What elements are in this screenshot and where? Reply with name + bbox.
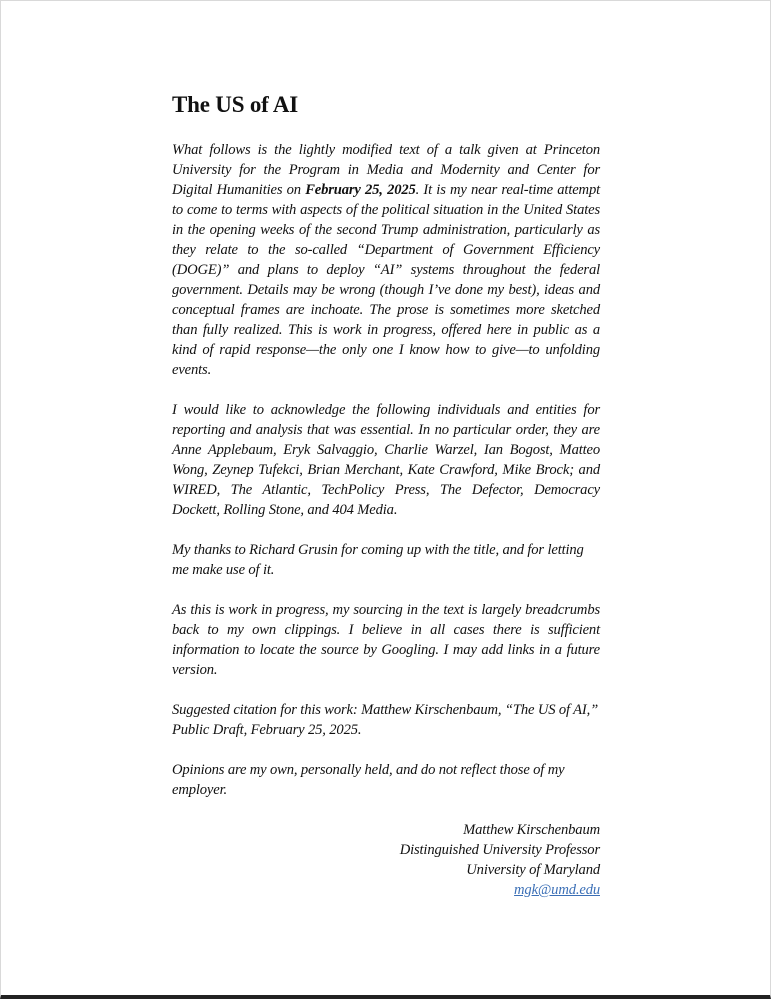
author-name: Matthew Kirschenbaum — [463, 822, 600, 838]
intro-text-start: What follows is the lightly modified text of a talk given at Princeton University for the Program in Media and Modernity and Center for Digital Humanities on — [172, 142, 600, 198]
sourcing-paragraph: As this is work in progress, my sourcing in the text is largely breadcrumbs back to my own clippings. I believe in all cases there is sufficient information to locate the source by Googling. I may add links in a future version. — [172, 602, 600, 678]
intro-text-end: . It is my near real-time attempt to come to terms with aspects of the political situation in the United States in the opening weeks of the second Trump administration, particularly as they relate to the so-called “Department of Government Efficiency (DOGE)” and plans to deploy “AI” systems throughout the federal government. Details may be wrong (though I’ve done my best), ideas and conceptual frames are inchoate. The prose is sometimes more sketched than fully realized. This is work in progress, offered here in public as a kind of rapid response—the only one I know how to give—to unfolding events. — [172, 182, 600, 378]
disclaimer-paragraph: Opinions are my own, personally held, and do not reflect those of my employer. — [172, 762, 565, 798]
thanks-paragraph: My thanks to Richard Grusin for coming up with the title, and for letting me make use of it. — [172, 542, 584, 578]
talk-date: February 25, 2025 — [305, 182, 416, 198]
document-body — [172, 91, 600, 900]
author-position: Distinguished University Professor — [399, 842, 600, 858]
intro-paragraph — [172, 140, 600, 380]
author-email-link[interactable]: mgk@umd.edu — [514, 882, 600, 898]
citation-paragraph: Suggested citation for this work: Matthew Kirschenbaum, “The US of AI,” Public Draft, February 25, 2025. — [172, 702, 599, 738]
signature-block — [172, 820, 600, 900]
author-institution: University of Maryland — [466, 862, 600, 878]
document-title: The US of AI — [172, 92, 299, 117]
acknowledgment-paragraph: I would like to acknowledge the following individuals and entities for reporting and analysis that was essential. In no particular order, they are Anne Applebaum, Eryk Salvaggio, Charlie Warzel, Ian Bogost, Matteo Wong, Zeynep Tufekci, Brian Merchant, Kate Crawford, Mike Brock; and WIRED, The Atlantic, TechPolicy Press, The Defector, Democracy Dockett, Rolling Stone, and 404 Media. — [172, 402, 600, 518]
